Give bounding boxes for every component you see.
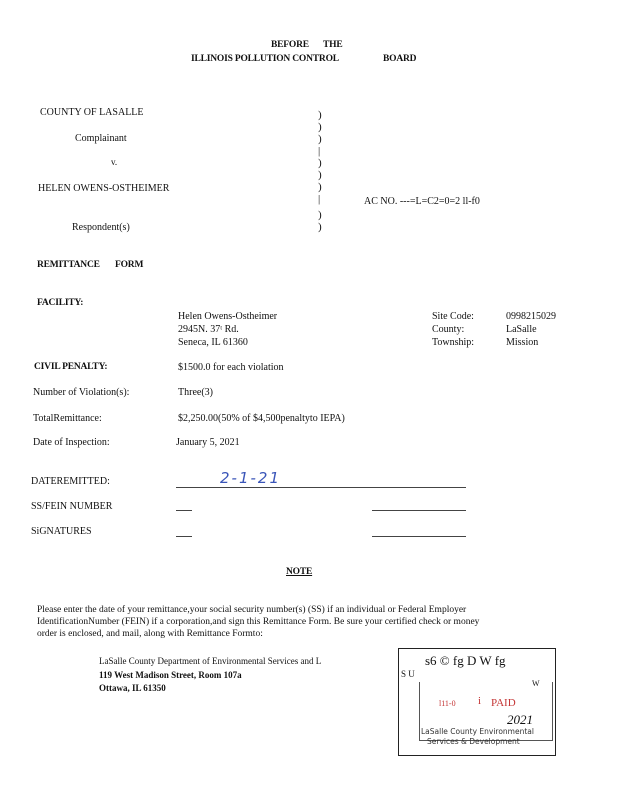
facility-name: Helen Owens-Ostheimer bbox=[178, 311, 278, 322]
violations-label: Number of Violation(s): bbox=[33, 387, 130, 398]
stamp-paid: PAID bbox=[491, 697, 516, 709]
stamp-year: 2021 bbox=[507, 712, 533, 727]
township-value: Mission bbox=[506, 337, 539, 348]
complainant-label: Complainant bbox=[75, 133, 127, 144]
civil-penalty-value: $1500.0 for each violation bbox=[178, 362, 284, 373]
case-number: AC NO. ---=L=C2=0=2 ll-f0 bbox=[364, 196, 480, 207]
note-line-2: IdentificationNumber (FEIN) if a corporation,and sign this Remittance Form. Be sure your certified check or money bbox=[37, 617, 480, 627]
stamp-i-mark: i bbox=[478, 695, 482, 707]
note-paragraph bbox=[37, 604, 577, 640]
stamp-top-text: s6 © fg D W fg bbox=[425, 653, 506, 668]
inspection-date-label: Date of Inspection: bbox=[33, 437, 110, 448]
note-line-1: Please enter the date of your remittance,your social security number(s) (SS) if an individual or Federal Employer bbox=[37, 605, 467, 615]
ssfein-line-1[interactable] bbox=[176, 510, 192, 511]
note-title: NOTE bbox=[286, 567, 313, 577]
stamp-org-line-2: Services & Development bbox=[427, 737, 520, 746]
stamp-left-fragment: S U bbox=[401, 669, 415, 679]
header-board-name: ILLINOIS POLLUTION CONTROL bbox=[191, 54, 339, 64]
respondent-label: Respondent(s) bbox=[72, 222, 130, 233]
township-label: Township: bbox=[432, 337, 475, 348]
violations-value: Three(3) bbox=[178, 387, 213, 398]
facility-address-1: 2945N. 37ᵗ Rd. bbox=[178, 324, 239, 335]
facility-label: FACILITY: bbox=[37, 298, 84, 308]
civil-penalty-label: CIVIL PENALTY: bbox=[34, 362, 108, 372]
ssfein-label: SS/FEIN NUMBER bbox=[31, 501, 113, 512]
received-stamp bbox=[398, 648, 556, 756]
form-title-remittance: REMITTANCE bbox=[37, 260, 100, 270]
header-before: BEFORE bbox=[271, 40, 309, 50]
county-value: LaSalle bbox=[506, 324, 537, 335]
address-line-2: 119 West Madison Street, Room 107a bbox=[99, 670, 242, 680]
stamp-org-line-1: LaSalle County Environmental bbox=[421, 727, 534, 736]
respondent-party: HELEN OWENS-OSTHEIMER bbox=[38, 183, 170, 194]
date-remitted-label: DATEREMITTED: bbox=[31, 476, 110, 487]
site-code-label: Site Code: bbox=[432, 311, 474, 322]
signature-line-2[interactable] bbox=[372, 536, 466, 537]
form-title-form: FORM bbox=[115, 260, 144, 270]
versus: v. bbox=[111, 157, 118, 167]
facility-address-2: Seneca, IL 61360 bbox=[178, 337, 248, 348]
signatures-label: SiGNATURES bbox=[31, 526, 92, 537]
stamp-right-fragment: W bbox=[532, 679, 540, 688]
address-line-1: LaSalle County Department of Environmental Services and L bbox=[99, 656, 322, 666]
date-remitted-handwritten[interactable]: 2-1-21 bbox=[220, 469, 281, 487]
address-line-3: Ottawa, IL 61350 bbox=[99, 683, 166, 693]
note-line-3: order is enclosed, and mail, along with Remittance Formto: bbox=[37, 629, 263, 639]
complainant-party: COUNTY OF LASALLE bbox=[40, 107, 144, 118]
total-remittance-label: TotalRemittance: bbox=[33, 413, 102, 424]
site-code-value: 0998215029 bbox=[506, 311, 556, 322]
inspection-date-value: January 5, 2021 bbox=[176, 437, 240, 448]
signature-line-1[interactable] bbox=[176, 536, 192, 537]
ssfein-line-2[interactable] bbox=[372, 510, 466, 511]
total-remittance-value: $2,250.00(50% of $4,500penaltyto IEPA) bbox=[178, 413, 345, 424]
date-remitted-line bbox=[176, 487, 466, 488]
header-the: THE bbox=[323, 40, 343, 50]
county-label: County: bbox=[432, 324, 465, 335]
header-board: BOARD bbox=[383, 54, 417, 64]
stamp-date-small: l11-0 bbox=[439, 699, 456, 708]
